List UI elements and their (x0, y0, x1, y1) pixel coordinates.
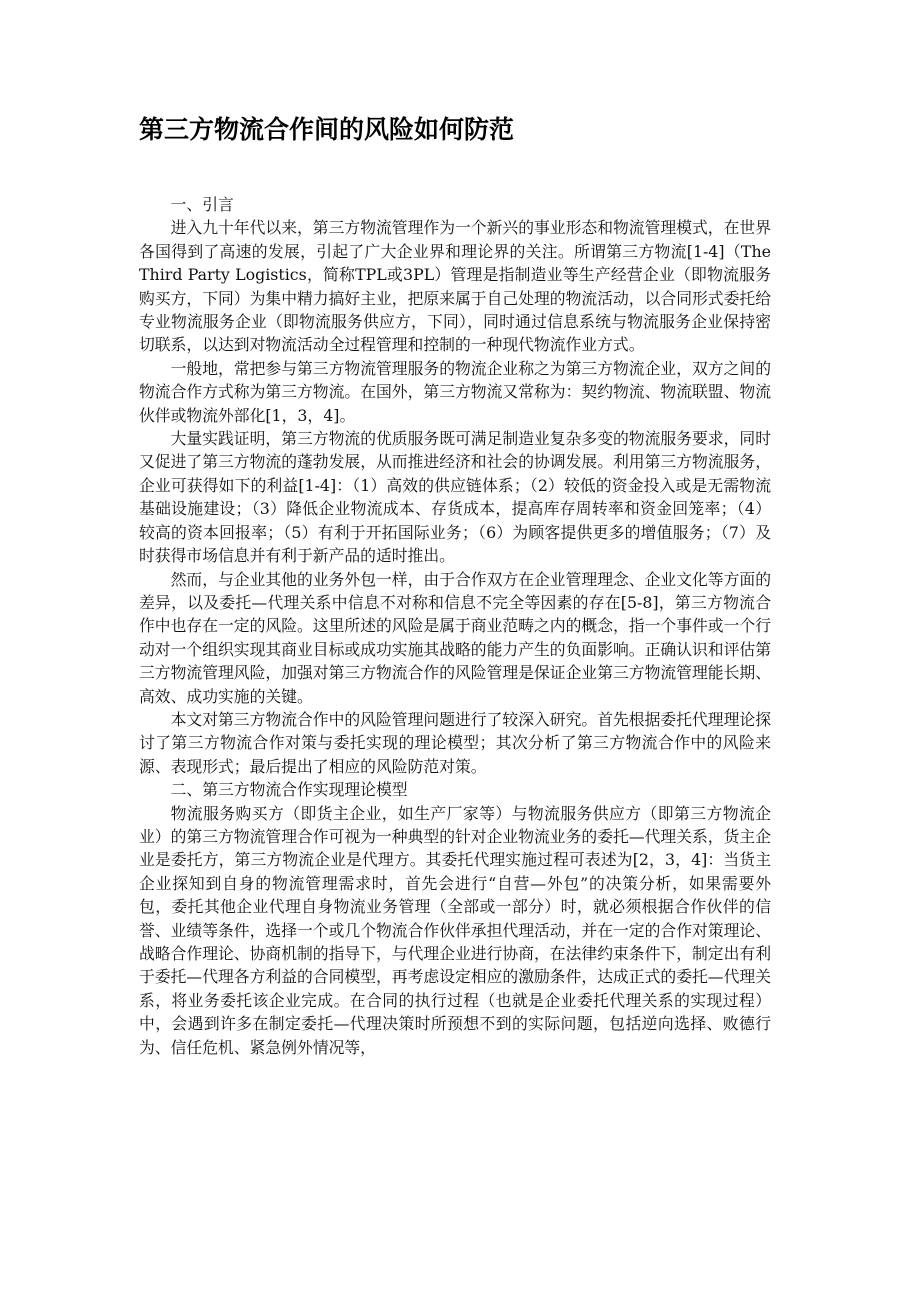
paragraph: 进入九十年代以来，第三方物流管理作为一个新兴的事业形态和物流管理模式，在世界各国得到了高速的发展，引起了广大企业界和理论界的关注。所谓第三方物流[1-4]（The Third Party Logistics，简称TPL或3PL）管理是指制造业等生产经营企业（即物流服务购买方，下同）为集中精力搞好主业，把原来属于自己处理的物流活动，以合同形式委托给专业物流服务企业（即物流服务供应方，下同），同时通过信息系统与物流服务企业保持密切联系，以达到对物流活动全过程管理和控制的一种现代物流作业方式。 (139, 218, 771, 355)
paragraph: 本文对第三方物流合作中的风险管理问题进行了较深入研究。首先根据委托代理理论探讨了第三方物流合作对策与委托实现的理论模型；其次分析了第三方物流合作中的风险来源、表现形式；最后提出了相应的风险防范对策。 (139, 709, 771, 776)
paragraph: 一般地，常把参与第三方物流管理服务的物流企业称之为第三方物流企业，双方之间的物流合作方式称为第三方物流。在国外，第三方物流又常称为：契约物流、物流联盟、物流伙伴或物流外部化[1，3，4]。 (139, 358, 771, 425)
document-body (139, 193, 771, 1059)
paragraph: 然而，与企业其他的业务外包一样，由于合作双方在企业管理理念、企业文化等方面的差异，以及委托—代理关系中信息不对称和信息不完全等因素的存在[5-8]，第三方物流合作中也存在一定的风险。这里所述的风险是属于商业范畴之内的概念，指一个事件或一个行动对一个组织实现其商业目标或成功实施其战略的能力产生的负面影响。正确认识和评估第三方物流管理风险，加强对第三方物流合作的风险管理是保证企业第三方物流管理能长期、高效、成功实施的关键。 (139, 569, 771, 706)
section-heading-introduction: 一、引言 (170, 195, 234, 214)
section-heading-model: 二、第三方物流合作实现理论模型 (170, 780, 408, 800)
document-title: 第三方物流合作间的风险如何防范 (139, 115, 515, 144)
paragraph: 大量实践证明，第三方物流的优质服务既可满足制造业复杂多变的物流服务要求，同时又促进了第三方物流的蓬勃发展，从而推进经济和社会的协调发展。利用第三方物流服务，企业可获得如下的利益[1-4]：（1）高效的供应链体系；（2）较低的资金投入或是无需物流基础设施建设；（3）降低企业物流成本、存货成本，提高库存周转率和资金回笼率；（4）较高的资本回报率；（5）有利于开拓国际业务；（6）为顾客提供更多的增值服务；（7）及时获得市场信息并有利于新产品的适时推出。 (139, 429, 771, 566)
paragraph: 物流服务购买方（即货主企业，如生产厂家等）与物流服务供应方（即第三方物流企业）的第三方物流管理合作可视为一种典型的针对企业物流业务的委托—代理关系，货主企业是委托方，第三方物流企业是代理方。其委托代理实施过程可表述为[2，3，4]：当货主企业探知到自身的物流管理需求时，首先会进行“自营—外包”的决策分析，如果需要外包，委托其他企业代理自身物流业务管理（全部或一部分）时，就必须根据合作伙伴的信誉、业绩等条件，选择一个或几个物流合作伙伴承担代理活动，并在一定的合作对策理论、战略合作理论、协商机制的指导下，与代理企业进行协商，在法律约束条件下，制定出有利于委托—代理各方利益的合同模型，再考虑设定相应的激励条件，达成正式的委托—代理关系，将业务委托该企业完成。在合同的执行过程（也就是企业委托代理关系的实现过程）中，会遇到许多在制定委托—代理决策时所预想不到的实际问题，包括逆向选择、败德行为、信任危机、紧急例外情况等， (139, 803, 771, 1057)
